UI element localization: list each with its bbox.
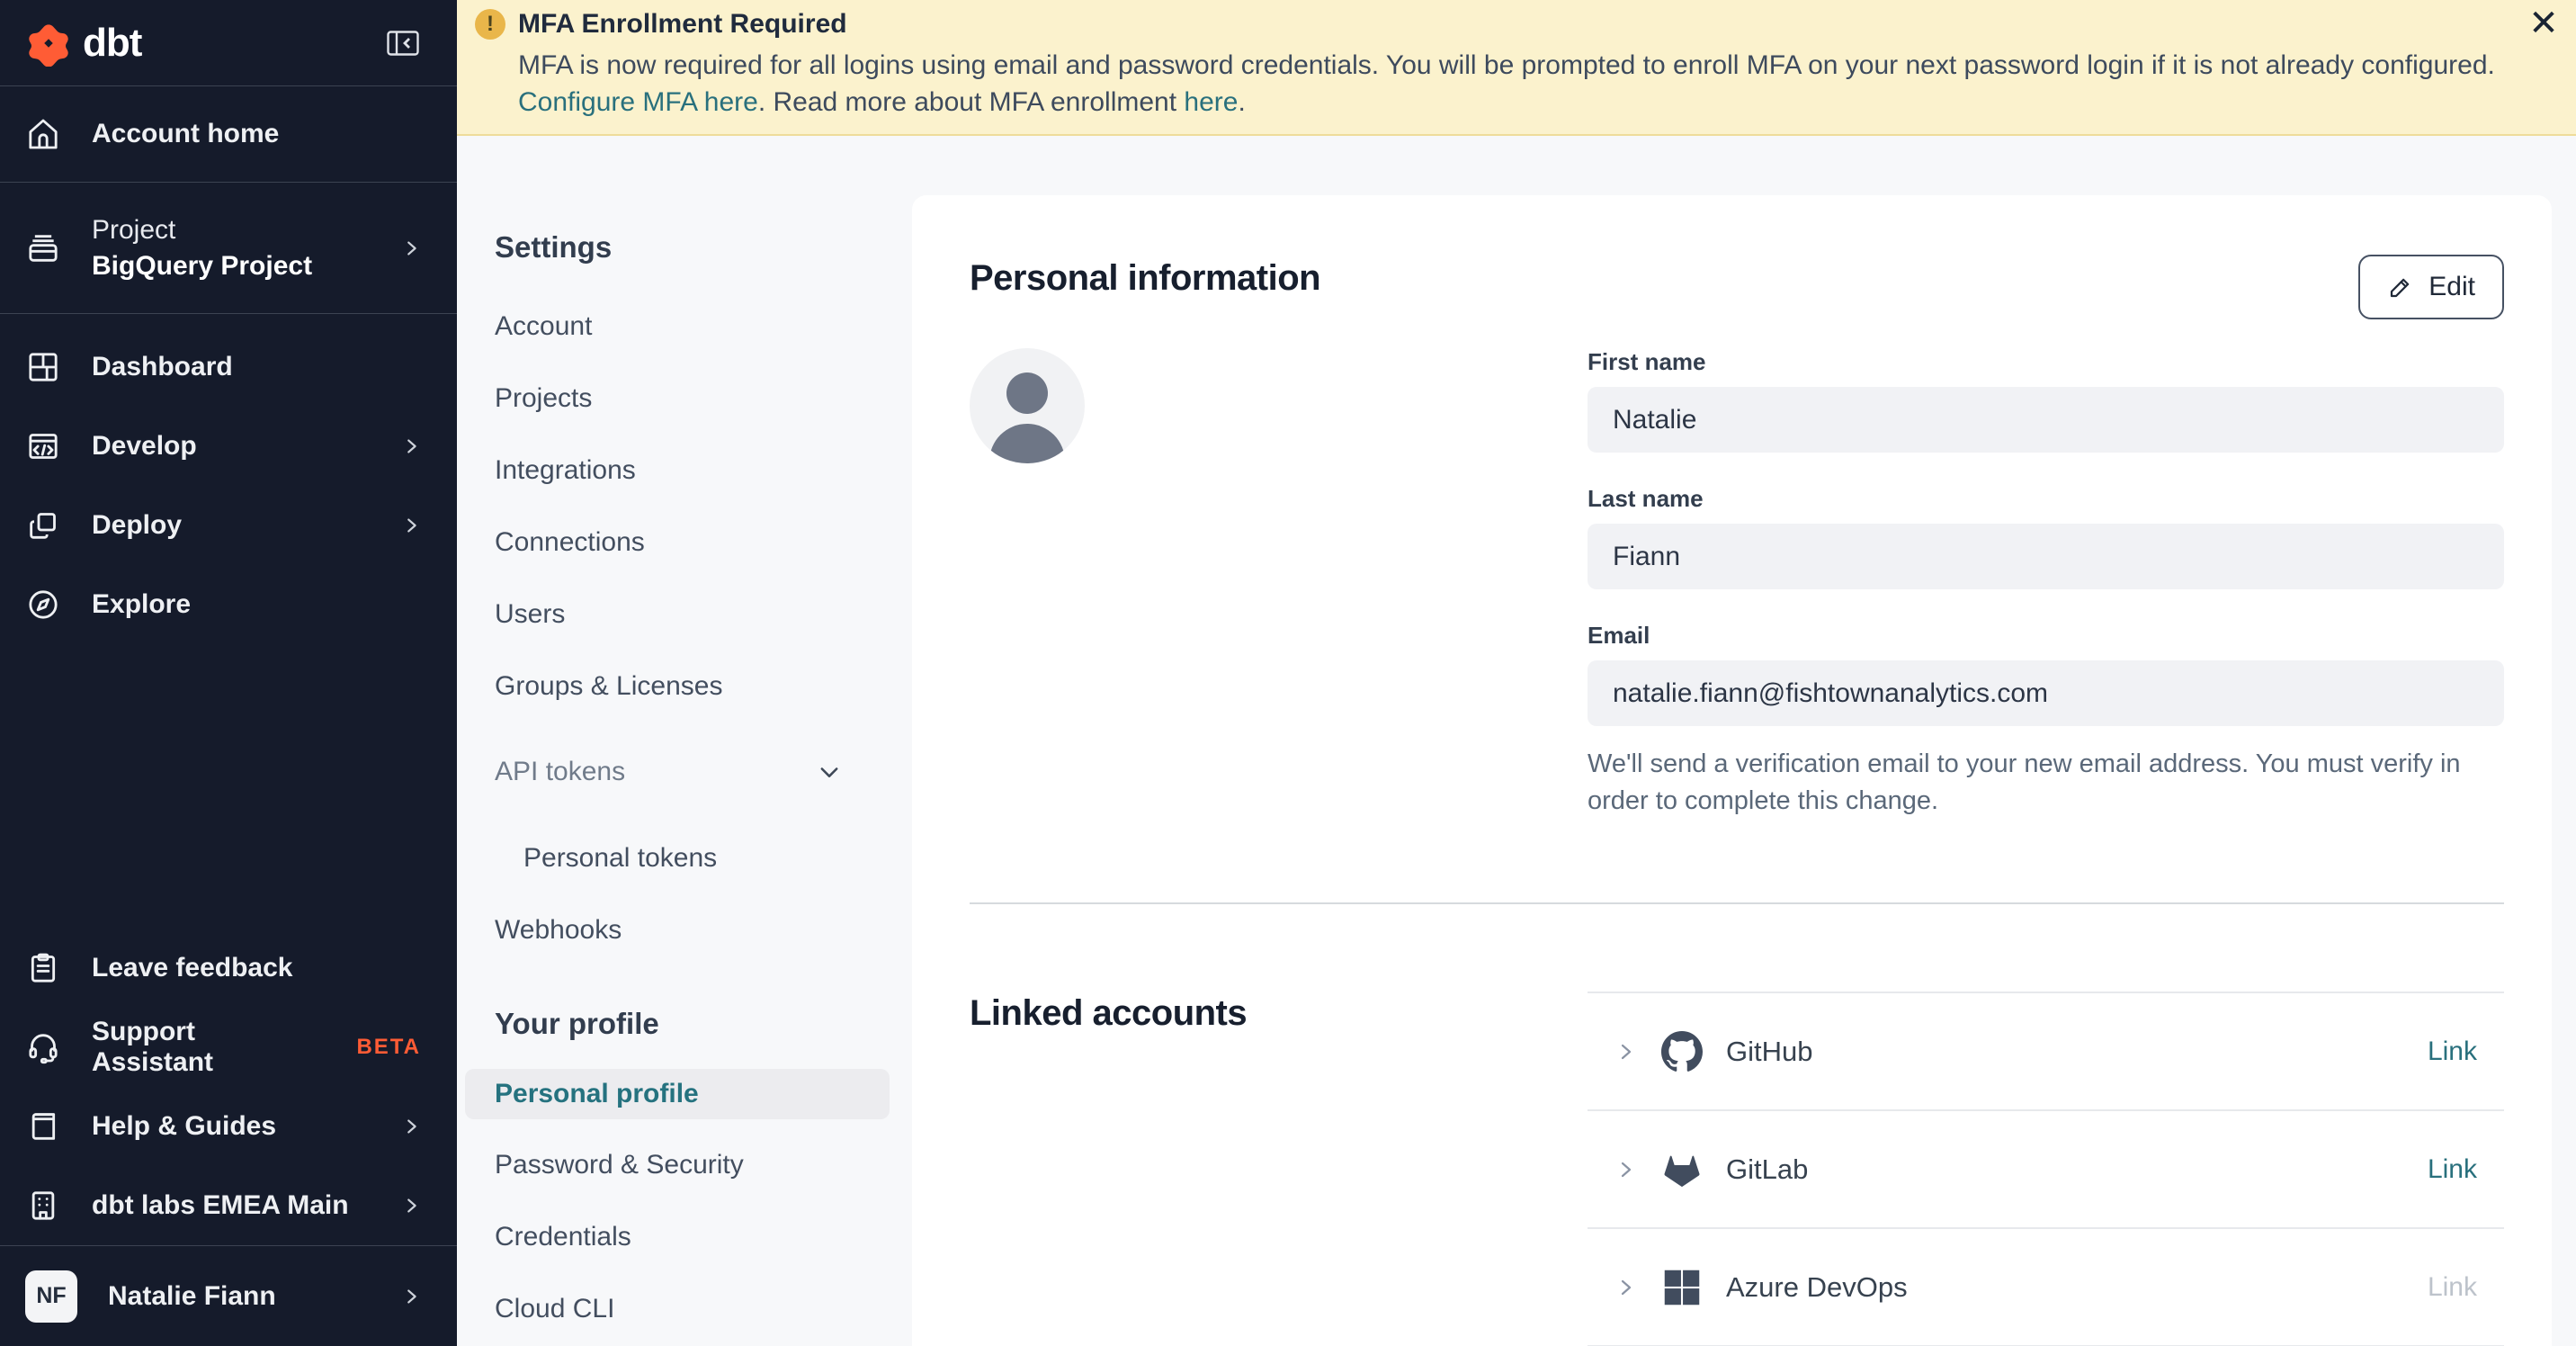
sidebar-item-explore[interactable]: [0, 565, 457, 644]
mfa-here-link[interactable]: here: [1184, 87, 1239, 117]
linked-row-gitlab: [1588, 1111, 2504, 1229]
profile-form: [1588, 348, 2504, 820]
dbt-logo-icon: [25, 20, 72, 67]
nav-item-password-security[interactable]: Password & Security: [495, 1150, 744, 1180]
sidebar-item-deploy[interactable]: [0, 486, 457, 565]
email-label: Email: [1588, 622, 1650, 649]
develop-icon: [25, 428, 61, 464]
brand-name: dbt: [83, 20, 142, 65]
nav-item-personal-profile[interactable]: Personal profile: [465, 1069, 890, 1119]
chevron-right-icon: [401, 238, 421, 258]
sidebar-item-dashboard[interactable]: [0, 328, 457, 407]
nav-item-personal-tokens[interactable]: Personal tokens: [523, 843, 718, 873]
provider-name: GitHub: [1726, 1035, 1813, 1067]
content-row: [457, 136, 2576, 1346]
nav-item-account[interactable]: Account: [495, 311, 593, 341]
user-name: Natalie Fiann: [108, 1280, 276, 1311]
your-profile-header: Your profile: [495, 1007, 659, 1040]
last-name-label: Last name: [1588, 485, 1704, 512]
book-icon: [25, 1108, 61, 1144]
chevron-down-icon: [817, 759, 842, 785]
sidebar-item-develop[interactable]: [0, 407, 457, 486]
nav-item-users[interactable]: Users: [495, 599, 566, 629]
sidebar-item-leave-feedback[interactable]: [0, 929, 457, 1008]
sidebar-item-label: Deploy: [92, 510, 183, 540]
linked-accounts-section: [970, 992, 2504, 1346]
chevron-right-icon: [401, 1196, 421, 1216]
main-area: [912, 136, 2576, 1346]
project-icon: [25, 230, 61, 266]
sidebar-item-help-guides[interactable]: [0, 1087, 457, 1166]
explore-icon: [25, 587, 61, 623]
chevron-right-icon: [401, 516, 421, 535]
nav-item-cloud-cli[interactable]: Cloud CLI: [495, 1294, 615, 1324]
sidebar-spacer: [0, 644, 457, 915]
main-column: [457, 0, 2576, 1346]
banner-text-3: .: [1238, 87, 1246, 117]
banner-title: MFA Enrollment Required: [518, 9, 847, 39]
sidebar-item-account-home[interactable]: [0, 86, 457, 183]
pencil-icon: [2387, 274, 2414, 301]
first-name-label: First name: [1588, 348, 1706, 375]
sidebar-item-org[interactable]: [0, 1166, 457, 1245]
expand-chevron-icon[interactable]: [1614, 1277, 1636, 1298]
building-icon: [25, 1188, 61, 1224]
banner-text-2: . Read more about MFA enrollment: [757, 87, 1185, 117]
sidebar-item-label: Support Assistant: [92, 1017, 214, 1077]
nav-item-integrations[interactable]: Integrations: [495, 455, 636, 485]
project-label: Project: [92, 214, 176, 245]
user-avatar: NF: [25, 1270, 77, 1323]
sidebar-item-support-assistant[interactable]: [0, 1008, 457, 1087]
chevron-right-icon: [401, 436, 421, 456]
github-icon: [1661, 1031, 1703, 1072]
edit-button-label: Edit: [2428, 272, 2475, 301]
linked-accounts-title: Linked accounts: [970, 993, 1248, 1033]
email-help-text: We'll send a verification email to your new email address. You must verify in order to complete this change.: [1588, 749, 2461, 815]
configure-mfa-link[interactable]: Configure MFA here: [518, 87, 758, 117]
provider-name: GitLab: [1726, 1153, 1809, 1185]
sidebar-item-label: Explore: [92, 589, 192, 619]
nav-item-projects[interactable]: Projects: [495, 383, 593, 413]
first-name-field-group: [1588, 348, 2504, 453]
profile-avatar: [970, 348, 1085, 463]
settings-nav: [457, 136, 912, 1346]
chevron-right-icon: [401, 1287, 421, 1306]
last-name-input[interactable]: [1588, 524, 2504, 589]
sidebar-item-label: Help & Guides: [92, 1111, 277, 1141]
deploy-icon: [25, 507, 61, 543]
last-name-field-group: [1588, 485, 2504, 589]
nav-item-api-tokens[interactable]: [457, 736, 912, 808]
expand-chevron-icon[interactable]: [1614, 1041, 1636, 1063]
email-input[interactable]: [1588, 660, 2504, 726]
linked-row-azure-devops: [1588, 1229, 2504, 1346]
linked-accounts-list: [1588, 992, 2504, 1346]
sidebar-item-label: dbt labs EMEA Main: [92, 1190, 349, 1220]
provider-name: Azure DevOps: [1726, 1270, 1908, 1303]
mfa-banner: [457, 0, 2576, 136]
edit-button[interactable]: [2358, 255, 2504, 319]
sidebar-user-menu[interactable]: [0, 1245, 457, 1346]
warning-icon: !: [475, 9, 505, 40]
close-icon[interactable]: ✕: [2528, 4, 2559, 43]
chevron-right-icon: [401, 1117, 421, 1136]
nav-item-webhooks[interactable]: Webhooks: [495, 915, 622, 945]
sidebar-header: [0, 0, 457, 86]
banner-text-1: MFA is now required for all logins using email and password credentials. You will be prompted to enroll MFA on your next password login if it is not already configured.: [518, 50, 2495, 80]
email-field-group: [1588, 622, 2504, 726]
avatar-column: [970, 348, 1588, 820]
sidebar-item-label: Develop: [92, 431, 197, 461]
section-divider: [970, 902, 2504, 904]
first-name-input[interactable]: [1588, 387, 2504, 453]
dashboard-icon: [25, 349, 61, 385]
azure-link-action[interactable]: Link: [2427, 1271, 2477, 1302]
banner-message: [518, 47, 2495, 121]
nav-item-connections[interactable]: Connections: [495, 527, 645, 557]
nav-item-label: API tokens: [495, 757, 626, 786]
clipboard-icon: [25, 950, 61, 986]
sidebar: [0, 0, 457, 1346]
gitlab-link-action[interactable]: Link: [2427, 1153, 2477, 1184]
sidebar-item-project[interactable]: [0, 183, 457, 314]
sidebar-item-label: Leave feedback: [92, 953, 293, 983]
sidebar-item-label: Dashboard: [92, 352, 233, 381]
github-link-action[interactable]: Link: [2427, 1036, 2477, 1066]
sidebar-main-nav: [0, 314, 457, 644]
headset-icon: [25, 1029, 61, 1065]
project-name: BigQuery Project: [92, 250, 313, 281]
sidebar-item-label: Account home: [92, 119, 280, 148]
nav-item-groups-licenses[interactable]: Groups & Licenses: [495, 671, 723, 701]
expand-chevron-icon[interactable]: [1614, 1159, 1636, 1180]
beta-badge: BETA: [356, 1035, 421, 1059]
page-title: Personal information: [970, 258, 1321, 298]
sidebar-footer-nav: [0, 915, 457, 1245]
azure-devops-icon: [1661, 1267, 1703, 1308]
nav-item-credentials[interactable]: Credentials: [495, 1222, 631, 1252]
gitlab-icon: [1661, 1149, 1703, 1190]
personal-info-card: [912, 195, 2552, 1346]
collapse-sidebar-icon[interactable]: [387, 31, 419, 56]
home-icon: [25, 116, 61, 152]
settings-header: Settings: [495, 230, 613, 264]
linked-row-github: [1588, 993, 2504, 1111]
